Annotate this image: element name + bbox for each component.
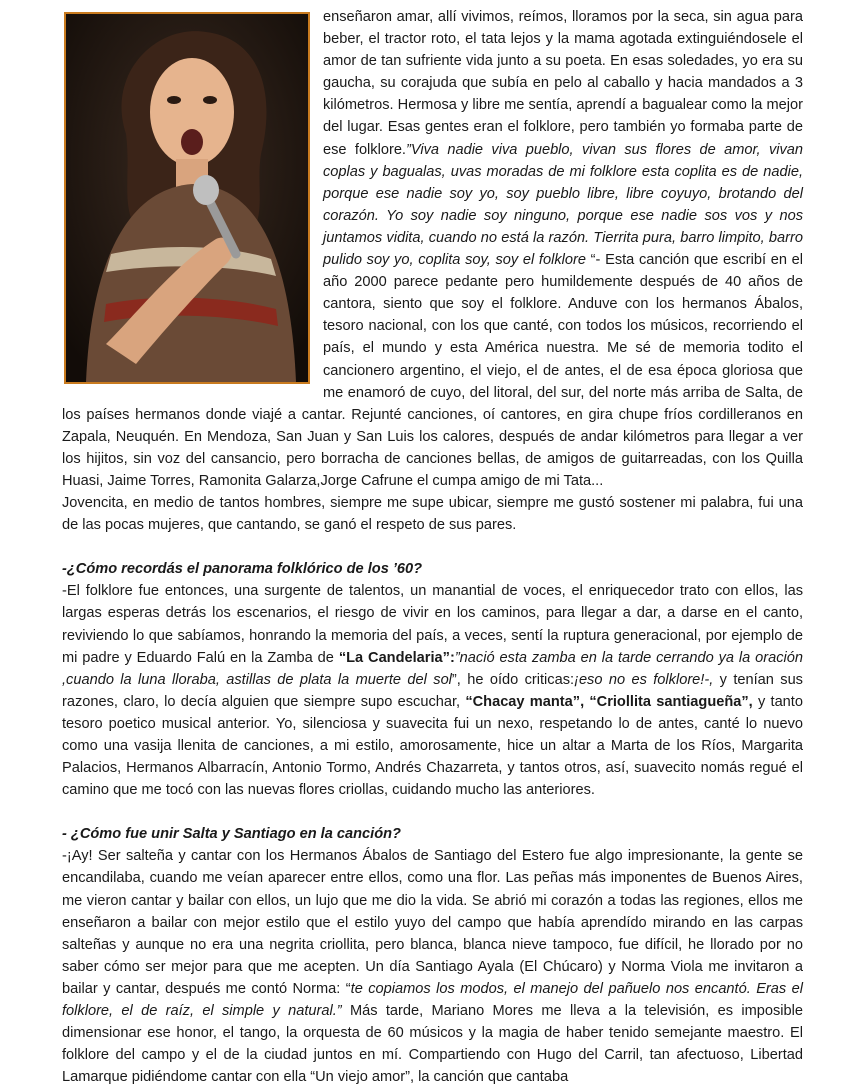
intro-text-3: Jovencita, en medio de tantos hombres, siempre me supe ubicar, siempre me gustó sostener mi palabra, fui una de las pocas mujeres, que cantando, se ganó el respeto de sus pares. <box>62 495 803 534</box>
answer-2-text-a: -¡Ay! Ser salteña y cantar con los Hermanos Ábalos de Santiago del Estero fue algo impresionante, la gente se encandilaba, cuando me veían aparecer entre ellos, como una flor. Las peñas más imponentes de Buenos Aires, me vieron cantar y bailar con ellos, un lujo que me dio la vida. Se abrió mi corazón a todas las regiones, ellos me enseñaron a bailar con mejor estilo que el estilo yuyo del campo que había aprendído mirando en las carpas salteñas y aunque no era una negrita criollita, pero blanca, blanca nieve tampoco, fue difícil, he llorado por no saber cómo ser mejor para que me acepten. Un día Santiago Ayala (El Chúcaro) y Norma Viola me invitaron a bailar y cantar, después me contó Norma: “ <box>62 848 803 997</box>
singer-photo-illustration <box>66 14 308 382</box>
answer-2-paragraph <box>62 845 803 1088</box>
intro-text-2: “- Esta canción que escribí en el año 2000 parece pedante pero humildemente después de 40 años de cantora, siento que soy el folklore. Anduve con los hermanos Ábalos, tesoro nacional, con los que canté, con todos los músicos, recorriendo el país, el mundo y esta América nuestra. Me sé de memoria todito el cancionero argentino, el viejo, el de antes, el de esa época gloriosa que me enamoró de cuyo, del litoral, del sur, del norte más arriba de Salta, de los países hermanos donde viajé a cantar. Rejunté canciones, oí cantores, en gira chupe fríos cordilleranos en Zapala, Neuquén. En Mendoza, San Juan y San Luis los calores, después de andar kilómetros para llegar a ver los hijitos, sin voz del cansancio, pero borracha de canciones bellas, de amigos de guitarreadas, con los Quilla Huasi, Jaime Torres, Ramonita Galarza,Jorge Cafrune el cumpa amigo de mi Tata... <box>62 252 803 489</box>
intro-song-lyrics: ”Viva nadie viva pueblo, vivan sus flores de amor, vivan coplas y bagualas, uvas moradas de mi folklore esta coplita es de nadie, porque ese nadie soy yo, soy pueblo libre, libre coyuyo, brotando del corazón. Yo soy nadie soy ninguno, porque ese nadie sos vos y nos juntamos vidita, cuando no está la razón. Tierrita pura, barro limpito, barro pulido soy yo, coplita soy, soy el folklore <box>323 141 804 269</box>
answer-1-quote-a: ”nació esta zamba en la tarde cerrando ya la oración ,cuando la luna lloraba, astillas de plata la muerte del sol <box>62 649 804 688</box>
answer-1-text-a: -El folklore fue entonces, una surgente de talentos, un manantial de voces, el enriquecedor trato con ellos, las largas esperas detrás los escenarios, el riesgo de vivir en los caminos, para llegar a dar, a darse en el canto, reviviendo lo que sabíamos, honrando la memoria del país, a veces, sentí la ruptura generacional, por ejemplo de mi padre y Eduardo Falú en la Zamba de <box>62 583 803 666</box>
answer-2-text-b: Más tarde, Mariano Mores me lleva a la televisión, es imposible dimensionar ese honor, el tango, la orquesta de 60 músicos y la magia de haber tenido semejante maestro. El folklore del campo y el de la ciudad juntos en mí. Compartiendo con Hugo del Carril, tan afectuoso, Libertad Lamarque pidiéndome cantar con ella “Un viejo amor”, la canción que cantaba <box>62 1003 803 1086</box>
answer-1-text-b: ”, he oído criticas: <box>451 671 575 688</box>
answer-1-quote-b: ¡eso no es folklore!-, <box>574 671 714 688</box>
question-2-heading: - ¿Cómo fue unir Salta y Santiago en la canción? <box>62 826 401 843</box>
song-titles-chacay-criollita: “Chacay manta”, “Criollita santiagueña”, <box>465 693 753 710</box>
intro-paragraph-2 <box>62 492 803 536</box>
question-1-heading: -¿Cómo recordás el panorama folklórico de los ’60? <box>62 561 423 578</box>
intro-text-1: enseñaron amar, allí vivimos, reímos, lloramos por la seca, sin agua para beber, el tractor roto, el tata lejos y la mama agotada extinguiéndosele el amor de tan sufriente vida junto a su poeta. En esas soledades, yo era su gaucha, su corajuda que subía en pelo al caballo y hacia mandados a 3 kilómetros. Hermosa y libre me sentía, aprendí a bagualear como la mejor del lugar. Esas gentes eran el folklore, pero también yo formaba parte de ese folklore. <box>323 9 803 158</box>
answer-1-text-c: y tenían sus razones, claro, lo decía alguien que siempre supo escuchar, <box>62 671 803 710</box>
answer-1-paragraph <box>62 580 803 801</box>
answer-2-quote: te copiamos los modos, el manejo del pañuelo nos encantó. Eras el folklore, el de raíz, el simple y natural.” <box>62 980 803 1020</box>
article <box>62 6 803 1088</box>
answer-1-text-d: y tanto tesoro poetico musical anterior. Yo, silenciosa y suavecita fui un nexo, respetando lo de antes, canté lo nuevo como una vasija llenita de canciones, a mi estilo, amorosamente, hice un altar a Marta de los Ríos, Margarita Palacios, Hermanos Albarracín, Antonio Tormo, Andrés Chazarreta, y tantos otros, así, suavecito nomás regué el camino que me tocó con las nuevas flores criollas, cuidando mucho las anteriores. <box>62 693 803 799</box>
song-title-candelaria: “La Candelaria”: <box>338 649 455 666</box>
singer-photo <box>64 12 310 384</box>
